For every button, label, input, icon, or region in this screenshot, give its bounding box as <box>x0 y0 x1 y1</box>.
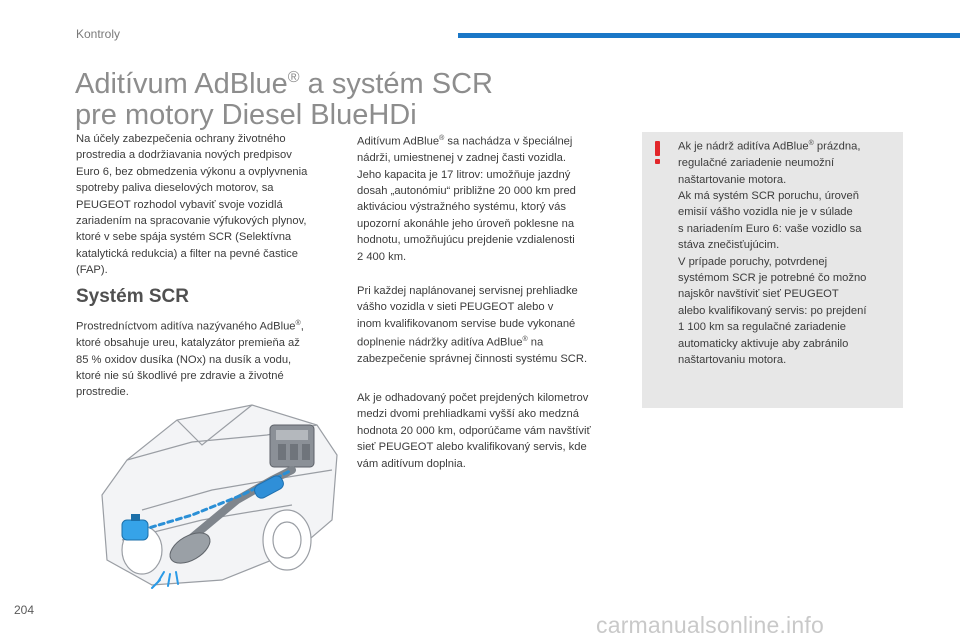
tank-registered-mark: ® <box>439 135 445 142</box>
page-number: 204 <box>14 603 35 617</box>
scr-paragraph <box>76 316 341 401</box>
warning-paragraph <box>678 136 898 368</box>
watermark: carmanualsonline.info <box>596 612 824 638</box>
header-accent-bar <box>458 33 960 38</box>
title-line2: pre motory Diesel BlueHDi <box>75 99 417 131</box>
middle-column <box>357 131 627 265</box>
exclamation-icon <box>650 139 666 165</box>
page-title <box>75 62 493 131</box>
service-column <box>357 283 627 368</box>
scr-registered-mark: ® <box>295 320 301 327</box>
mileage-paragraph: Ak je odhadovaný počet prejdených kilometrov medzi dvomi prehliadkami vyšší ako medzná hodnota 20 000 km, odporúčame vám navštíviť sieť PEUGEOT alebo kvalifikovaný servis, kde vám aditívum doplnia. <box>357 392 591 470</box>
service-registered-mark: ® <box>522 336 528 344</box>
scr-heading: Systém SCR <box>76 286 189 307</box>
scr-text-a: Prostredníctvom aditíva nazývaného AdBlue <box>76 320 296 333</box>
scr-text-b: , ktoré obsahuje ureu, katalyzátor premieňa až 85 % oxidov dusíka (NOx) na dusík a vodu, ktoré nie sú škodlivé pre zdravie a životné prostredie. <box>76 320 304 399</box>
title-line1-b: a systém SCR <box>299 68 493 100</box>
intro-paragraph: Na účely zabezpečenia ochrany životného prostredia a dodržiavania nových predpisov Euro 6, bez obmedzenia výkonu a ovplyvnenia spotreby paliva dieselových motorov, sa PEUGEOT rozhodol vybaviť svoje vozidlá zariadením na spracovanie výfukových plynov, ktoré v sebe spája systém SCR (Selektívna katalytická redukcia) a filter na pevné častice (FAP). <box>76 133 308 277</box>
tank-paragraph <box>357 131 627 265</box>
scr-column <box>76 316 341 401</box>
title-line1-a: Aditívum AdBlue <box>75 68 288 100</box>
scr-system-car-illustration <box>82 400 342 600</box>
service-text-a: Pri každej naplánovanej servisnej prehliadke vášho vozidla v sieti PEUGEOT alebo v inom kvalifikovanom servise bude vykonané doplnenie nádržky aditíva AdBlue <box>357 285 578 349</box>
engine-block-graphic <box>270 425 314 467</box>
mileage-column <box>357 390 627 472</box>
tank-text-b: sa nachádza v špeciálnej nádrži, umiestnenej v zadnej časti vozidla. Jeho kapacita je 17 litrov: umožňuje jazdný dosah „autonómiu“ približne 20 000 km pred aktiváciou výstražného systému, ktorý vás upozorní akonáhle jeho úroveň poklesne na hodnotu, umožňujúcu prejdenie vzdialenosti 2 400 km. <box>357 135 576 263</box>
tank-text-a: Aditívum AdBlue <box>357 135 440 148</box>
warning-text-b: prázdna, regulačné zariadenie neumožní naštartovanie motora. Ak má systém SCR poruchu, úroveň emisií vášho vozidla nie je v súlade s nariadením Euro 6: vaše vozidlo sa stáva znečisťujúcim. V prípade poruchy, potvrdenej systémom SCR je potrebné čo možno najskôr navštíviť sieť PEUGEOT alebo kvalifikovaný servis: po prejdení 1 100 km sa regulačné zariadenie automaticky aktivuje aby zabránilo naštartovaniu motora. <box>678 140 867 367</box>
warning-text-a: Ak je nádrž aditíva AdBlue <box>678 140 809 153</box>
title-registered-mark: ® <box>287 69 300 86</box>
warning-column <box>678 136 898 368</box>
section-label: Kontroly <box>76 27 121 41</box>
warning-registered-mark: ® <box>808 140 814 147</box>
intro-column <box>76 131 341 279</box>
service-text-b: na zabezpečenie správnej činnosti systému SCR. <box>357 336 588 366</box>
service-paragraph <box>357 283 627 368</box>
